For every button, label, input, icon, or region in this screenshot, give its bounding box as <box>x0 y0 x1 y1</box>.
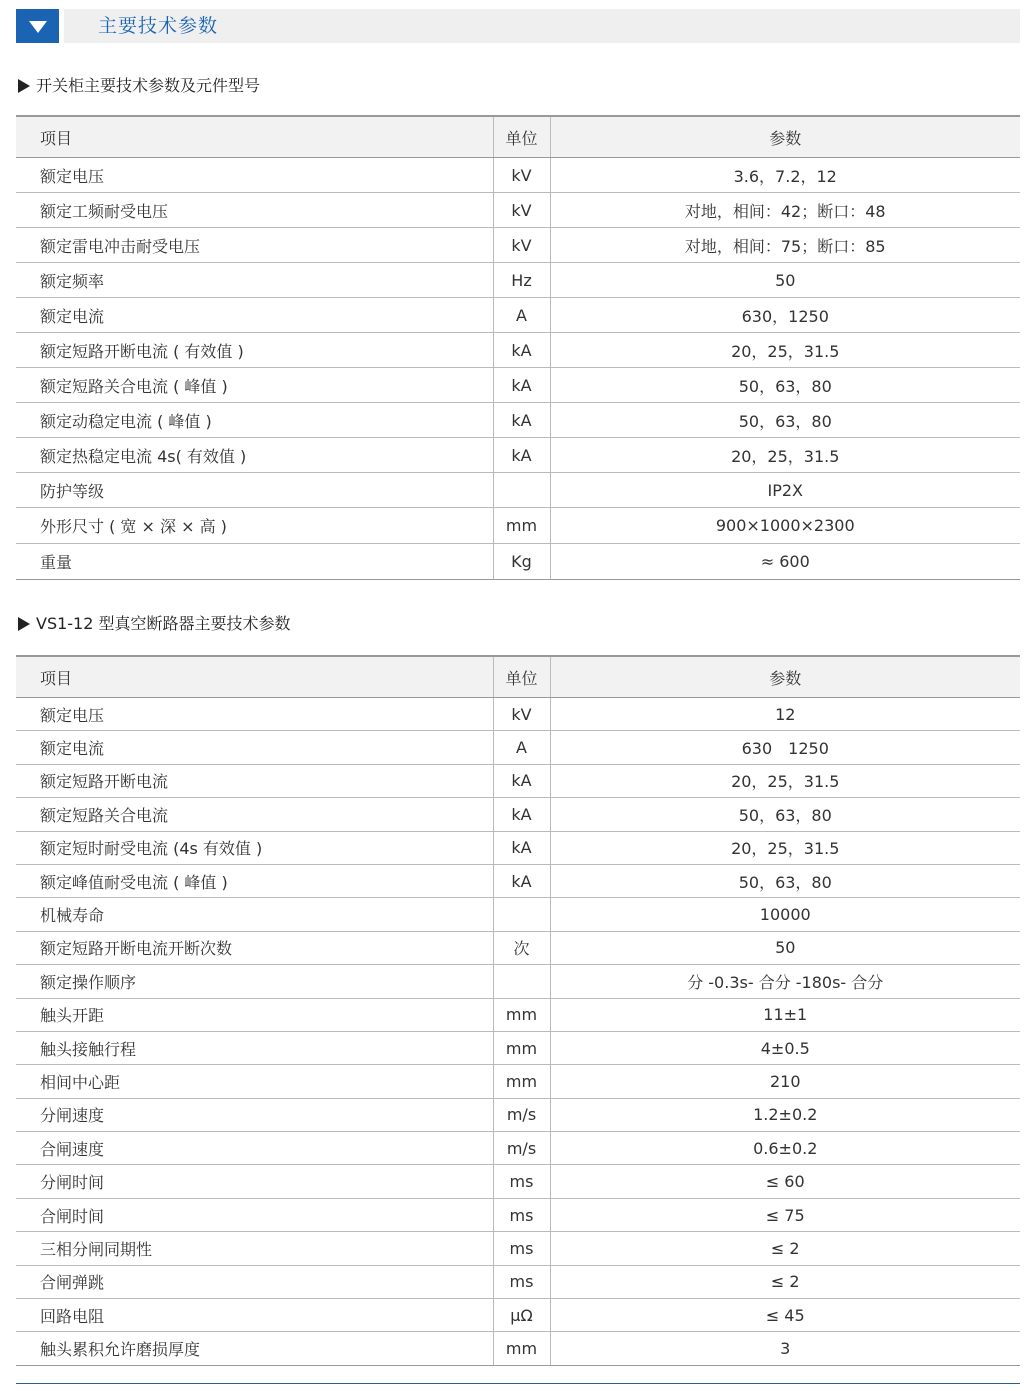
cell-item: 额定电流 <box>16 731 493 764</box>
cell-item: 额定操作顺序 <box>16 965 493 998</box>
bottom-divider <box>16 1383 1020 1384</box>
table-row <box>16 698 1020 731</box>
column-header-unit: 单位 <box>493 656 550 698</box>
cell-value: 3.6，7.2，12 <box>550 158 1020 193</box>
cell-unit <box>493 473 550 508</box>
table-row <box>16 333 1020 368</box>
table-row <box>16 731 1020 764</box>
cell-unit: A <box>493 298 550 333</box>
cell-value: 50 <box>550 263 1020 298</box>
cell-item: 回路电阻 <box>16 1299 493 1332</box>
table-row <box>16 1265 1020 1298</box>
section-header-bar <box>16 9 1020 43</box>
cell-value: ≤ 45 <box>550 1299 1020 1332</box>
table-row <box>16 898 1020 931</box>
cell-value: ≤ 75 <box>550 1198 1020 1231</box>
cell-value: 630，1250 <box>550 298 1020 333</box>
cell-unit: kA <box>493 438 550 473</box>
cell-value: 50，63，80 <box>550 798 1020 831</box>
cell-unit: kA <box>493 864 550 897</box>
cell-value: 50，63，80 <box>550 368 1020 403</box>
cell-item: 额定短路关合电流 <box>16 798 493 831</box>
cell-value: 630 1250 <box>550 731 1020 764</box>
cell-unit: μΩ <box>493 1299 550 1332</box>
table-row <box>16 438 1020 473</box>
cell-value: ≤ 2 <box>550 1232 1020 1265</box>
cell-item: 额定短路开断电流 <box>16 764 493 797</box>
cell-value: 12 <box>550 698 1020 731</box>
column-header-value: 参数 <box>550 656 1020 698</box>
cell-unit: m/s <box>493 1098 550 1131</box>
cell-value: 50，63，80 <box>550 864 1020 897</box>
triangle-right-icon <box>18 79 30 93</box>
table-row <box>16 228 1020 263</box>
table-row <box>16 931 1020 964</box>
cell-item: 相间中心距 <box>16 1065 493 1098</box>
page-title: 主要技术参数 <box>98 15 219 37</box>
table-row <box>16 864 1020 897</box>
table-header-row <box>16 656 1020 698</box>
cell-value: ≤ 2 <box>550 1265 1020 1298</box>
cell-item: 额定动稳定电流 ( 峰值 ) <box>16 403 493 438</box>
column-header-item: 项目 <box>16 116 493 158</box>
cell-item: 额定短时耐受电流 (4s 有效值 ) <box>16 831 493 864</box>
cell-unit: kA <box>493 403 550 438</box>
cell-value: 50，63，80 <box>550 403 1020 438</box>
cell-value: 对地，相间：75；断口：85 <box>550 228 1020 263</box>
cell-value: 11±1 <box>550 998 1020 1031</box>
cell-unit: kA <box>493 333 550 368</box>
table-row <box>16 764 1020 797</box>
table-row <box>16 298 1020 333</box>
cell-item: 外形尺寸 ( 宽 × 深 × 高 ) <box>16 508 493 544</box>
cell-item: 额定雷电冲击耐受电压 <box>16 228 493 263</box>
cell-item: 触头接触行程 <box>16 1031 493 1064</box>
cell-item: 额定短路关合电流 ( 峰值 ) <box>16 368 493 403</box>
cell-value: 4±0.5 <box>550 1031 1020 1064</box>
section-title-text: VS1-12 型真空断路器主要技术参数 <box>36 614 291 633</box>
section-title-breaker <box>18 612 291 636</box>
table-row <box>16 1165 1020 1198</box>
table-row <box>16 831 1020 864</box>
cell-item: 额定短路开断电流开断次数 <box>16 931 493 964</box>
cell-item: 合闸时间 <box>16 1198 493 1231</box>
cell-value: 1.2±0.2 <box>550 1098 1020 1131</box>
cell-unit: mm <box>493 508 550 544</box>
cell-item: 触头开距 <box>16 998 493 1031</box>
cell-item: 额定热稳定电流 4s( 有效值 ) <box>16 438 493 473</box>
cell-value: ≈ 600 <box>550 544 1020 580</box>
cell-unit: Kg <box>493 544 550 580</box>
cell-item: 合闸速度 <box>16 1132 493 1165</box>
cell-unit: mm <box>493 998 550 1031</box>
column-header-unit: 单位 <box>493 116 550 158</box>
cell-unit: 次 <box>493 931 550 964</box>
cell-value: 20，25，31.5 <box>550 764 1020 797</box>
table-row <box>16 965 1020 998</box>
column-header-value: 参数 <box>550 116 1020 158</box>
table-row <box>16 508 1020 544</box>
cell-unit: kV <box>493 698 550 731</box>
cell-item: 三相分闸同期性 <box>16 1232 493 1265</box>
cell-value: 20，25，31.5 <box>550 333 1020 368</box>
table-row <box>16 263 1020 298</box>
cell-item: 合闸弹跳 <box>16 1265 493 1298</box>
triangle-right-icon <box>18 617 30 631</box>
cell-unit: kV <box>493 158 550 193</box>
table-row <box>16 158 1020 193</box>
table-row <box>16 473 1020 508</box>
cell-item: 机械寿命 <box>16 898 493 931</box>
cell-item: 额定电压 <box>16 158 493 193</box>
table-row <box>16 1232 1020 1265</box>
table-row <box>16 1098 1020 1131</box>
table-row <box>16 1065 1020 1098</box>
table-row <box>16 193 1020 228</box>
table-row <box>16 1132 1020 1165</box>
cell-unit: kA <box>493 764 550 797</box>
cell-unit: kV <box>493 193 550 228</box>
cell-item: 触头累积允许磨损厚度 <box>16 1332 493 1365</box>
table-row <box>16 1299 1020 1332</box>
cell-unit: ms <box>493 1265 550 1298</box>
cell-unit: kA <box>493 368 550 403</box>
cell-item: 重量 <box>16 544 493 580</box>
section-title-text: 开关柜主要技术参数及元件型号 <box>36 76 261 95</box>
cell-value: 900×1000×2300 <box>550 508 1020 544</box>
cell-item: 额定短路开断电流 ( 有效值 ) <box>16 333 493 368</box>
cell-value: 对地，相间：42；断口：48 <box>550 193 1020 228</box>
table-row <box>16 544 1020 580</box>
cell-unit: kA <box>493 798 550 831</box>
cell-unit: Hz <box>493 263 550 298</box>
cell-value: IP2X <box>550 473 1020 508</box>
table-row <box>16 1198 1020 1231</box>
cell-item: 分闸速度 <box>16 1098 493 1131</box>
table-row <box>16 1031 1020 1064</box>
table-row <box>16 403 1020 438</box>
cell-unit <box>493 898 550 931</box>
cell-value: 50 <box>550 931 1020 964</box>
table-header-row <box>16 116 1020 158</box>
table-row <box>16 998 1020 1031</box>
table-row <box>16 1332 1020 1365</box>
cell-value: 10000 <box>550 898 1020 931</box>
cell-value: 3 <box>550 1332 1020 1365</box>
cell-unit: A <box>493 731 550 764</box>
section-title-switchgear <box>18 74 260 98</box>
cell-value: ≤ 60 <box>550 1165 1020 1198</box>
table-row <box>16 368 1020 403</box>
cell-unit: ms <box>493 1165 550 1198</box>
cell-value: 分 -0.3s- 合分 -180s- 合分 <box>550 965 1020 998</box>
cell-value: 20，25，31.5 <box>550 831 1020 864</box>
cell-unit: ms <box>493 1232 550 1265</box>
cell-unit: mm <box>493 1332 550 1365</box>
cell-unit: ms <box>493 1198 550 1231</box>
cell-unit: kV <box>493 228 550 263</box>
cell-item: 额定峰值耐受电流 ( 峰值 ) <box>16 864 493 897</box>
cell-item: 额定电流 <box>16 298 493 333</box>
cell-item: 额定电压 <box>16 698 493 731</box>
table-row <box>16 798 1020 831</box>
cell-value: 0.6±0.2 <box>550 1132 1020 1165</box>
collapse-toggle[interactable] <box>16 9 59 43</box>
cell-unit <box>493 965 550 998</box>
cell-value: 20，25，31.5 <box>550 438 1020 473</box>
column-header-item: 项目 <box>16 656 493 698</box>
cell-unit: m/s <box>493 1132 550 1165</box>
cell-unit: mm <box>493 1031 550 1064</box>
cell-item: 防护等级 <box>16 473 493 508</box>
cell-item: 额定频率 <box>16 263 493 298</box>
cell-unit: kA <box>493 831 550 864</box>
cell-item: 分闸时间 <box>16 1165 493 1198</box>
breaker-spec-table <box>16 655 1020 1366</box>
triangle-down-icon <box>29 21 47 33</box>
cell-value: 210 <box>550 1065 1020 1098</box>
cell-unit: mm <box>493 1065 550 1098</box>
cell-item: 额定工频耐受电压 <box>16 193 493 228</box>
switchgear-spec-table <box>16 115 1020 580</box>
